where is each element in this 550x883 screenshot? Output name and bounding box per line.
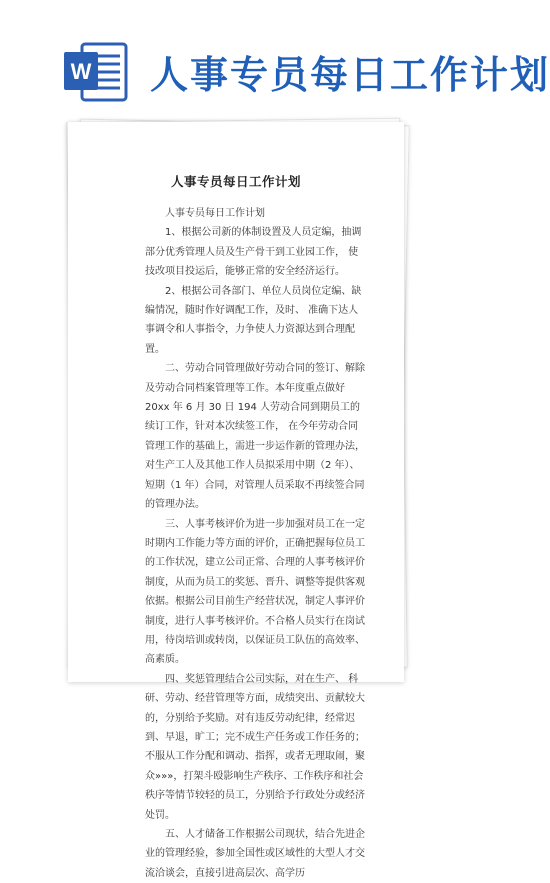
paragraph: 人事专员每日工作计划	[165, 208, 265, 219]
paragraph: 1、根据公司新的体制设置及人员定编，抽调部分优秀管理人员及生产骨干到工业园工作， 使技改项目投运后，能够正常的安全经济运行。	[145, 227, 362, 278]
paragraph: 2、根据公司各部门、单位人员岗位定编、缺编情况，随时作好调配工作，及时、 准确下达人事调令和人事指令，力争使人力资源达到合理配置。	[145, 285, 362, 355]
document-preview	[64, 118, 414, 879]
document-body	[145, 204, 365, 883]
paragraph: 五、人才储备工作根据公司现状，结合先进企业的管理经验，参加全国性或区域性的大型人才交流洽谈会，直接引进高层次、高学历	[145, 829, 365, 879]
paragraph: 四、奖惩管理结合公司实际，对在生产、 科研、劳动、经营管理等方面，成绩突出、贡献较大的，分别给予奖励。对有违反劳动纪律，经常迟到、早退，旷工；完不成生产任务或工作任务的；不服从工作分配和调动、指挥，或者无理取闹，聚众»»»，打架斗殴影响生产秩序、工作秩序和社会秩序等情节较轻的员工，分别给予行政处分或经济处罚。	[145, 673, 365, 821]
document-page	[68, 122, 404, 879]
paragraph: 三、人事考核评价为进一步加强对员工在一定时期内工作能力等方面的评价，正确把握每位员工的工作状况，建立公司正常、合理的人事考核评价制度，从而为员工的奖惩、晋升、调整等提供客观依据。根据公司目前生产经营状况，制定人事评价制度，进行人事考核评价。不合格人员实行在岗试用，待岗培训或转岗，以保证员工队伍的高效率、高素质。	[145, 518, 365, 666]
banner	[0, 0, 550, 110]
banner-title: 人事专员每日工作计划	[150, 53, 550, 97]
svg-text:W: W	[70, 59, 92, 84]
paragraph: 二、劳动合同管理做好劳动合同的签订、解除及劳动合同档案管理等工作。本年度重点做好 20xx 年 6 月 30 日 194 人劳动合同到期员工的续订工作，针对本次续签工作， 在今年劳动合同管理工作的基础上，需进一步运作新的管理办法，对生产工人及其他工作人员拟采用中期（2 年）、短期（1 年）合同，对管理人员采取不再续签合同的管理办法。	[145, 363, 365, 511]
word-icon	[62, 38, 130, 104]
document-title: 人事专员每日工作计划	[170, 174, 301, 189]
